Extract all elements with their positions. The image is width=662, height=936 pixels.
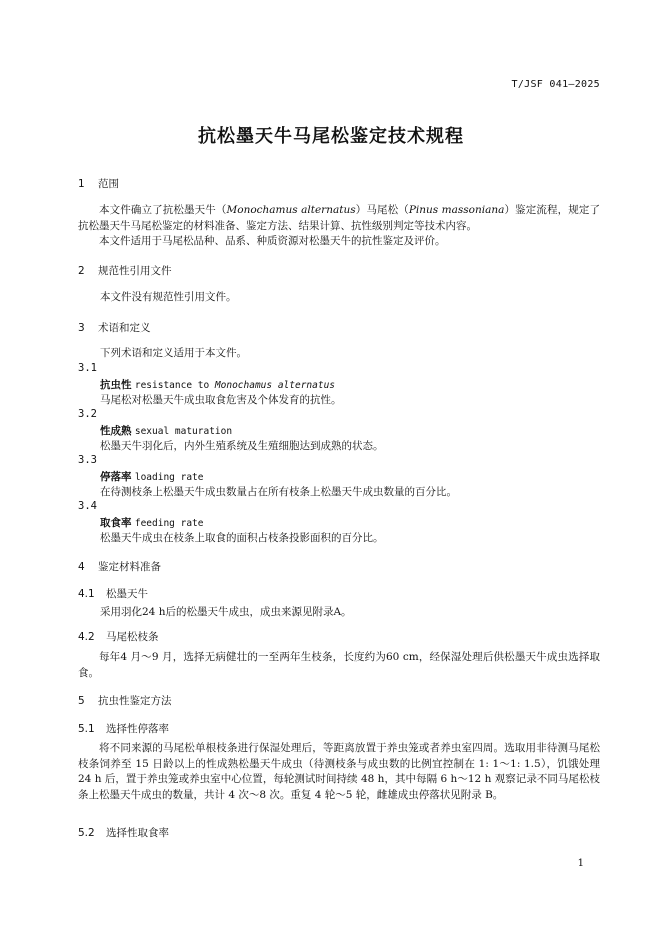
paragraph: 下列术语和定义适用于本文件。: [100, 347, 247, 359]
section-3-heading: [78, 320, 151, 335]
subsection-number: 4.2: [78, 631, 95, 643]
term-entry: 停落率 loading rate: [100, 471, 204, 483]
term-definition: 松墨天牛成虫在枝条上取食的面积占枝条投影面积的百分比。: [100, 532, 384, 544]
section-number: 4: [78, 561, 85, 573]
subsection-5-1-body: [78, 741, 600, 803]
term-number: 3.1: [78, 362, 97, 374]
section-1-heading: [78, 176, 119, 191]
section-title: 鉴定材料准备: [98, 561, 161, 573]
paragraph: 将不同来源的马尾松单根枝条进行保湿处理后，等距离放置于养虫笼或者养虫室四周。选取用非待测马尾松枝条饲养至 15 日龄以上的性成熟松墨天牛成虫（待测枝条与成虫数的比例宜控制在 1: 1～1: 1.5），饥饿处理 24 h 后，置于养虫笼或养虫室中心位置，每轮测试时间持续 48 h，其中每隔 6 h～12 h 观察记录不同马尾松枝条上松墨天牛成虫的数量，共计 4 次～8 次。重复 4 轮～5 轮，雌雄成虫停落状见附录 B。: [78, 742, 600, 801]
section-5-heading: [78, 693, 172, 708]
page-title: 抗松墨天牛马尾松鉴定技术规程: [198, 126, 464, 147]
section-title: 范围: [98, 178, 119, 190]
term-entry: 性成熟 sexual maturation: [100, 425, 233, 437]
section-title: 术语和定义: [98, 322, 151, 334]
subsection-number: 4.1: [78, 588, 95, 600]
subsection-title: 选择性停落率: [106, 723, 169, 735]
section-2-heading: [78, 263, 172, 278]
term-definition: 马尾松对松墨天牛成虫取食危害及个体发育的抗性。: [100, 394, 342, 406]
term-entry: 取食率 feeding rate: [100, 517, 204, 529]
page-number: 1: [577, 858, 584, 869]
paragraph: 每年4 月～9 月，选择无病健壮的一至两年生枝条，长度约为60 cm，经保湿处理后供松墨天牛成虫选择取食。: [78, 651, 600, 679]
section-title: 抗虫性鉴定方法: [98, 695, 172, 707]
subsection-title: 马尾松枝条: [106, 631, 159, 643]
term-number: 3.4: [78, 500, 97, 512]
subsection-title: 选择性取食率: [106, 827, 169, 839]
paragraph: 本文件适用于马尾松品种、品系、种质资源对松墨天牛的抗性鉴定及评价。: [99, 235, 446, 247]
paragraph: 本文件没有规范性引用文件。: [100, 291, 237, 303]
subsection-5-1-heading: [78, 721, 169, 736]
term-number: 3.2: [78, 408, 97, 420]
section-1-body: [78, 203, 600, 250]
section-number: 2: [78, 265, 85, 277]
term-number: 3.3: [78, 454, 97, 466]
subsection-5-2-heading: [78, 825, 169, 840]
document-code: T/JSF 041—2025: [511, 79, 600, 90]
subsection-4-1-heading: [78, 586, 148, 601]
term-entry: 抗虫性 resistance to Monochamus alternatus: [100, 379, 336, 391]
subsection-number: 5.2: [78, 827, 95, 839]
subsection-4-2-body: [78, 650, 600, 681]
section-number: 5: [78, 695, 85, 707]
subsection-4-2-heading: [78, 629, 159, 644]
subsection-title: 松墨天牛: [106, 588, 148, 600]
subsection-number: 5.1: [78, 723, 95, 735]
term-definition: 松墨天牛羽化后，内外生殖系统及生殖细胞达到成熟的状态。: [100, 440, 384, 452]
paragraph: 采用羽化24 h后的松墨天牛成虫，成虫来源见附录A。: [100, 606, 352, 618]
section-title: 规范性引用文件: [98, 265, 172, 277]
paragraph: 本文件确立了抗松墨天牛（Monochamus alternatus）马尾松（Pinus massoniana）鉴定流程，规定了抗松墨天牛马尾松鉴定的材料准备、鉴定方法、结果计算、抗性级别判定等技术内容。: [78, 204, 600, 232]
term-definition: 在待测枝条上松墨天牛成虫数量占在所有枝条上松墨天牛成虫数量的百分比。: [100, 486, 457, 498]
section-number: 1: [78, 178, 85, 190]
section-4-heading: [78, 559, 161, 574]
section-number: 3: [78, 322, 85, 334]
